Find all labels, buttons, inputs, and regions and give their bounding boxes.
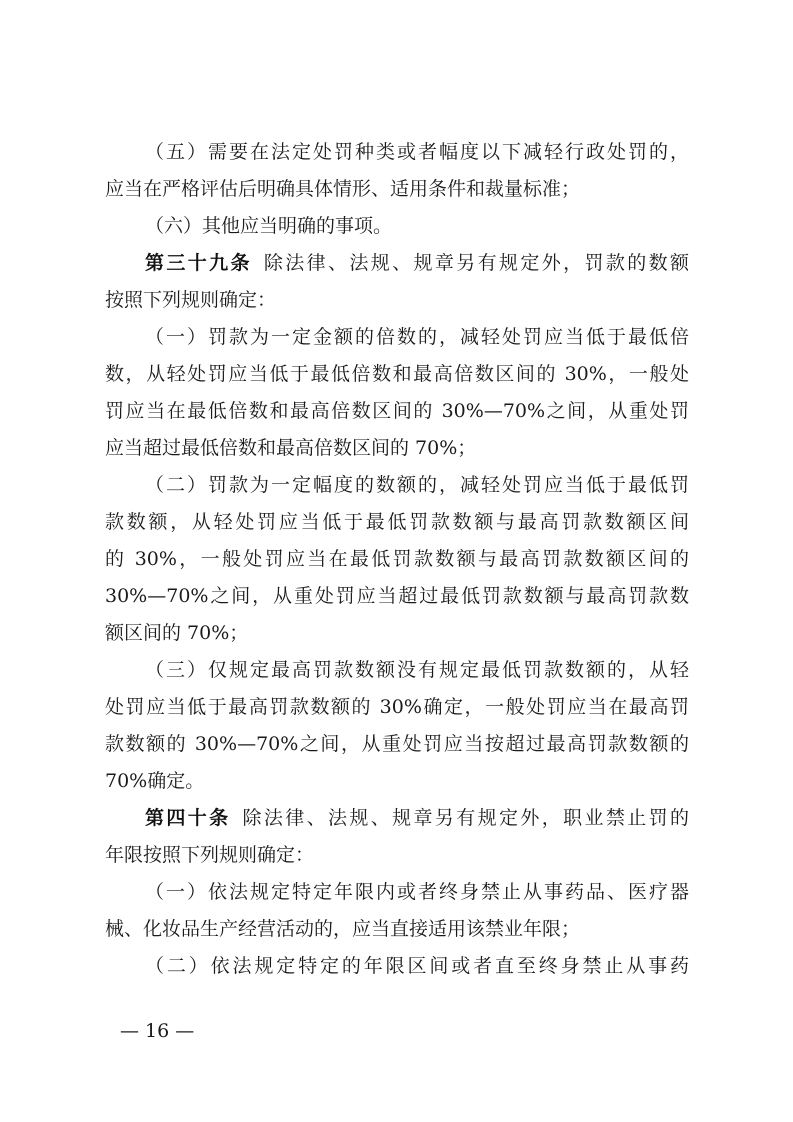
text-line: 款数额的 30%—70%之间，从重处罚应当按超过最高罚款数额的 — [105, 733, 689, 755]
text-line: （二）依法规定特定的年限区间或者直至终身禁止从事药 — [145, 955, 689, 977]
text-line: 应当在严格评估后明确具体情形、适用条件和裁量标准； — [105, 178, 581, 200]
text-line: 额区间的 70%； — [105, 622, 249, 644]
text-line: 70%确定。 — [105, 770, 205, 792]
text-line: （三）仅规定最高罚款数额没有规定最低罚款数额的，从轻 — [145, 659, 689, 681]
article-40-label: 第四十条 — [145, 807, 231, 829]
text-line: （一）罚款为一定金额的倍数的，减轻处罚应当低于最低倍 — [145, 326, 689, 348]
text-line: 应当超过最低倍数和最高倍数区间的 70%； — [105, 437, 477, 459]
text-fragment: 除法律、法规、规章另有规定外，罚款的数额 — [263, 252, 689, 274]
text-line: 罚应当在最低倍数和最高倍数区间的 30%—70%之间，从重处罚 — [105, 400, 689, 422]
text-line: （一）依法规定特定年限内或者终身禁止从事药品、医疗器 — [145, 881, 689, 903]
text-line: 处罚应当低于最高罚款数额的 30%确定，一般处罚应当在最高罚 — [105, 696, 689, 718]
text-line: 的 30%，一般处罚应当在最低罚款数额与最高罚款数额区间的 — [105, 548, 689, 570]
page-number: — 16 — — [120, 1020, 195, 1042]
text-line: 30%—70%之间，从重处罚应当超过最低罚款数额与最高罚款数 — [105, 585, 689, 607]
article-39-label: 第三十九条 — [145, 252, 252, 274]
text-line: 年限按照下列规则确定： — [105, 844, 315, 866]
article-40-first-line — [105, 800, 689, 837]
text-line: 按照下列规则确定： — [105, 289, 277, 311]
text-fragment: 除法律、法规、规章另有规定外，职业禁止罚的 — [242, 807, 689, 829]
text-line: 械、化妆品生产经营活动的，应当直接适用该禁业年限； — [105, 918, 581, 940]
text-line: 款数额，从轻处罚应当低于最低罚款数额与最高罚款数额区间 — [105, 511, 689, 533]
document-body — [105, 134, 689, 985]
article-39-first-line — [105, 245, 689, 282]
text-line: （二）罚款为一定幅度的数额的，减轻处罚应当低于最低罚 — [145, 474, 689, 496]
text-line: 数，从轻处罚应当低于最低倍数和最高倍数区间的 30%，一般处 — [105, 363, 689, 385]
text-line: （六）其他应当明确的事项。 — [145, 215, 393, 237]
text-line: （五）需要在法定处罚种类或者幅度以下减轻行政处罚的， — [145, 141, 689, 163]
